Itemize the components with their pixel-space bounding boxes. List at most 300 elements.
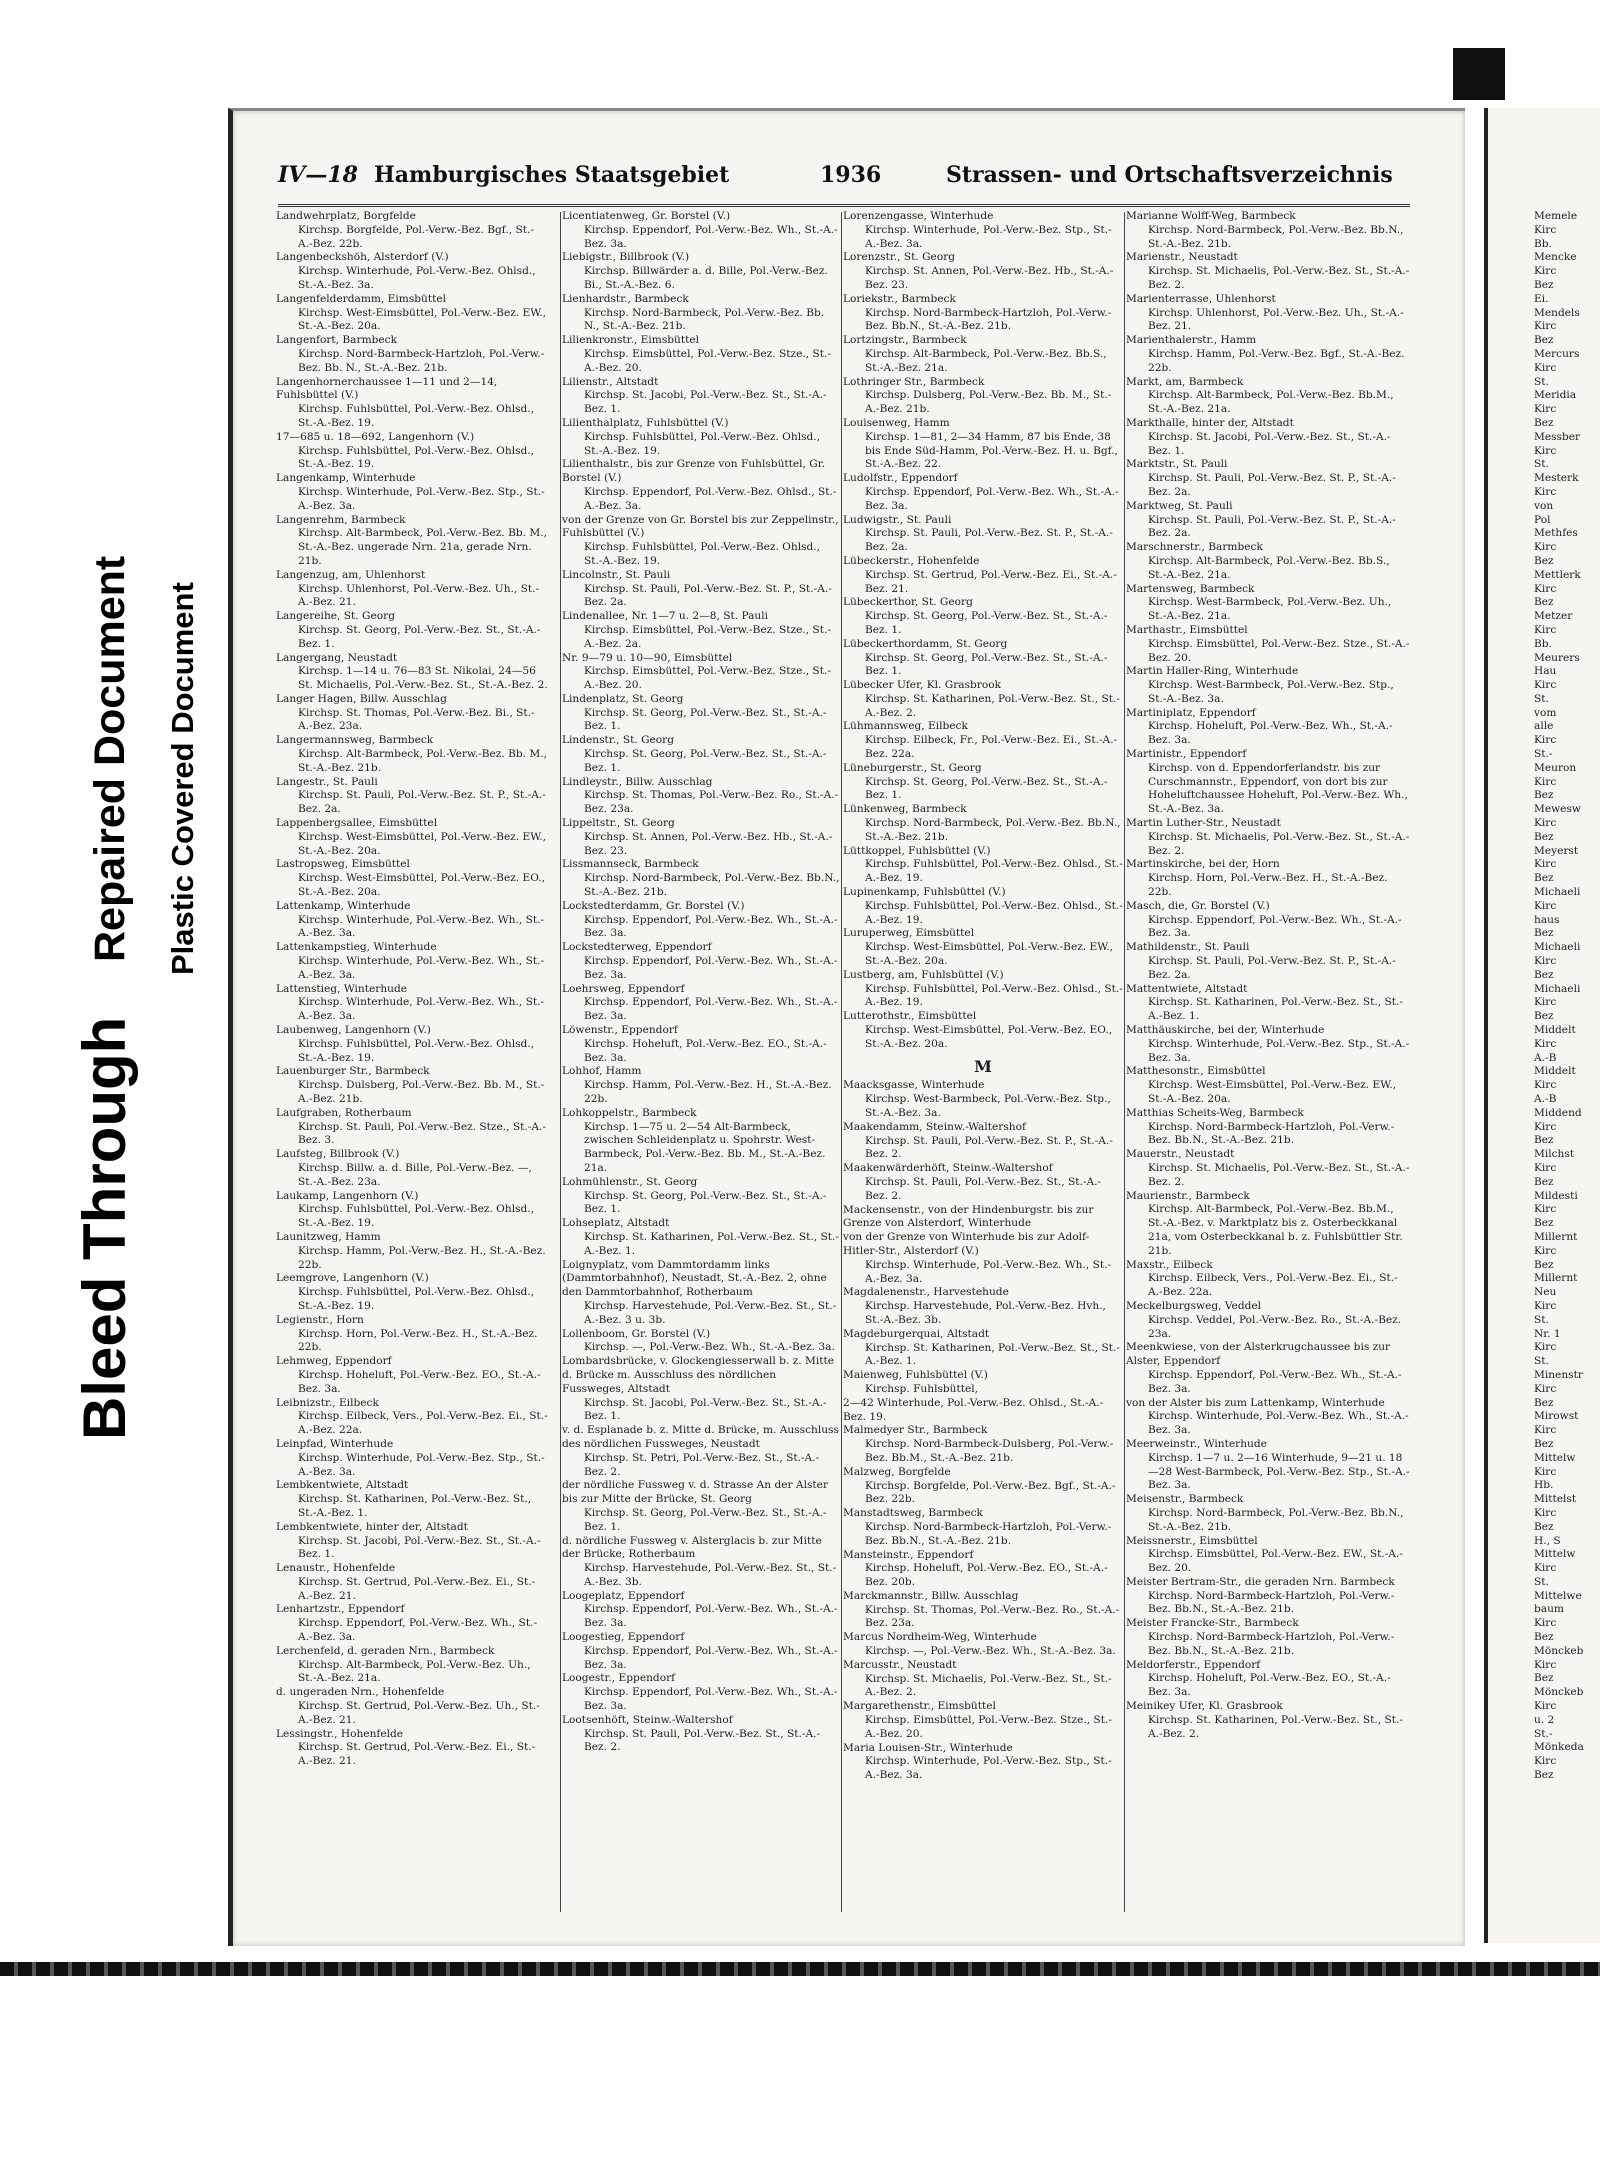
fragment-line: Bez	[1534, 830, 1554, 843]
street-entry: Lerchenfeld, d. geraden Nrn., Barmbeck	[276, 1644, 495, 1657]
entry-detail: Kirchsp. Fuhlsbüttel, Pol.-Verw.-Bez. Ohlsd., St.-A.-Bez. 19.	[584, 430, 821, 457]
fragment-line: St.	[1534, 1575, 1549, 1588]
entry-detail: Kirchsp. Hoheluft, Pol.-Verw.-Bez. EO., St.-A.-Bez. 20b.	[865, 1562, 1108, 1589]
entry-detail: Kirchsp. Fuhlsbüttel, Pol.-Verw.-Bez. Ohlsd., St.-A.-Bez. 19.	[298, 1286, 535, 1312]
entry-detail: Kirchsp. Winterhude, Pol.-Verw.-Bez. Wh., St.-A.-Bez. 3a.	[1148, 1410, 1409, 1437]
fragment-line: Michaeli	[1534, 886, 1581, 899]
fragment-line: baum	[1534, 1603, 1564, 1616]
street-entry: Lübeckerthordamm, St. Georg	[843, 637, 1008, 650]
entry-detail: Kirchsp. St. Michaelis, Pol.-Verw.-Bez. St., St.-A.-Bez. 2.	[1148, 1161, 1410, 1188]
fragment-line: Hb.	[1534, 1479, 1554, 1492]
section-letter: M	[974, 1056, 992, 1076]
fragment-line: St.	[1534, 1313, 1549, 1326]
fragment-line: Kirc	[1534, 403, 1557, 416]
fragment-line: Michaeli	[1534, 982, 1581, 995]
entry-detail: Kirchsp. Dulsberg, Pol.-Verw.-Bez. Bb. M., St.-A.-Bez. 21b.	[865, 389, 1112, 416]
street-entry: Lindenallee, Nr. 1—7 u. 2—8, St. Pauli	[562, 610, 769, 623]
street-entry: Lollenboom, Gr. Borstel (V.)	[562, 1327, 711, 1340]
header-rule	[278, 204, 1410, 207]
entry-detail: Kirchsp. St. Katharinen, Pol.-Verw.-Bez. St., St.-A.-Bez. 2.	[865, 692, 1120, 719]
street-entry: Lembkentwiete, Altstadt	[276, 1479, 409, 1492]
street-entry: Marienstr., Neustadt	[1126, 251, 1238, 264]
street-entry: Martinskirche, bei der, Horn	[1126, 858, 1280, 871]
fragment-line: Middelt	[1534, 1024, 1576, 1037]
entry-detail: Kirchsp. Nord-Barmbeck-Hartzloh, Pol.-Verw.-Bez. Bb.N., St.-A.-Bez. 21b.	[1148, 1631, 1395, 1657]
entry-detail: Kirchsp. West-Eimsbüttel, Pol.-Verw.-Bez. EW., St.-A.-Bez. 20a.	[298, 830, 547, 857]
header-title-right: Strassen- und Ortschaftsverzeichnis	[946, 162, 1393, 188]
fragment-line: Bez	[1534, 1175, 1554, 1188]
street-entry: Marienterrasse, Uhlenhorst	[1126, 292, 1276, 305]
fragment-line: Millernt	[1534, 1272, 1578, 1285]
fragment-line: H., S	[1534, 1534, 1561, 1547]
entry-detail: Kirchsp. Harvestehude, Pol.-Verw.-Bez. St., St.-A.-Bez. 3b.	[584, 1562, 837, 1588]
entry-detail: Kirchsp. Nord-Barmbeck, Pol.-Verw.-Bez. Bb. N., St.-A.-Bez. 21b.	[584, 306, 825, 333]
column-2	[562, 210, 840, 1930]
street-entry: Lockstedterdamm, Gr. Borstel (V.)	[562, 899, 745, 912]
fragment-line: Kirc	[1534, 996, 1557, 1009]
street-entry: d. ungeraden Nrn., Hohenfelde	[276, 1686, 445, 1699]
fragment-line: Bez	[1534, 278, 1554, 291]
entry-detail: Kirchsp. Alt-Barmbeck, Pol.-Verw.-Bez. Bb.M., St.-A.-Bez. 21a.	[1148, 389, 1394, 416]
street-entry: Maacksgasse, Winterhude	[843, 1079, 985, 1092]
entry-detail: Kirchsp. Nord-Barmbeck-Hartzloh, Pol.-Verw.-Bez. Bb.N., St.-A.-Bez. 21b.	[1148, 1589, 1395, 1616]
street-entry: Louisenweg, Hamm	[843, 416, 950, 429]
entry-detail: Kirchsp. Hoheluft, Pol.-Verw.-Bez. EO., St.-A.-Bez. 3a.	[584, 1037, 827, 1064]
entry-detail: Kirchsp. Fuhlsbüttel, Pol.-Verw.-Bez. Ohlsd., St.-A.-Bez. 19.	[865, 899, 1123, 926]
fragment-line: Nr. 1	[1534, 1327, 1561, 1340]
fragment-line: Kirc	[1534, 1506, 1557, 1519]
entry-detail: Kirchsp. Hoheluft, Pol.-Verw.-Bez. EO., St.-A.-Bez. 3a.	[1148, 1672, 1391, 1699]
fragment-line: Mildesti	[1534, 1189, 1578, 1202]
fragment-line: Bez	[1534, 596, 1554, 609]
street-entry: Markthalle, hinter der, Altstadt	[1126, 416, 1294, 429]
fragment-line: Kirc	[1534, 679, 1557, 692]
fragment-line: Kirc	[1534, 1465, 1557, 1478]
entry-detail: Kirchsp. St. Pauli, Pol.-Verw.-Bez. St. P., St.-A.-Bez. 2a.	[1148, 513, 1396, 540]
entry-detail: Kirchsp. St. Pauli, Pol.-Verw.-Bez. St. P., St.-A.-Bez. 2a.	[584, 582, 832, 609]
fragment-line: Mönkeda	[1534, 1741, 1584, 1754]
entry-detail: Kirchsp. Fuhlsbüttel, Pol.-Verw.-Bez. Ohlsd., St.-A.-Bez. 19.	[298, 1203, 535, 1230]
street-entry: v. d. Esplanade b. z. Mitte d. Brücke, m. Ausschluss des nördlichen Fussweges, Neustadt	[562, 1424, 839, 1450]
header-title-left: Hamburgisches Staatsgebiet	[374, 162, 730, 188]
fragment-line: Kirc	[1534, 485, 1557, 498]
street-entry: Lilienkronstr., Eimsbüttel	[562, 334, 700, 347]
fragment-line: Kirc	[1534, 1700, 1557, 1713]
entry-detail: Kirchsp. St. Gertrud, Pol.-Verw.-Bez. Uh., St.-A.-Bez. 21.	[298, 1700, 540, 1726]
street-entry: Lupinenkamp, Fuhlsbüttel (V.)	[843, 886, 1006, 899]
street-entry: Matthäuskirche, bei der, Winterhude	[1126, 1024, 1325, 1037]
fragment-line: Kirc	[1534, 1755, 1557, 1768]
entry-detail: Kirchsp. Eilbeck, Vers., Pol.-Verw.-Bez. Ei., St.-A.-Bez. 22a.	[1148, 1272, 1398, 1299]
entry-detail: Kirchsp. St. Georg, Pol.-Verw.-Bez. St., St.-A.-Bez. 1.	[584, 1189, 827, 1216]
entry-detail: Kirchsp. Eimsbüttel, Pol.-Verw.-Bez. Stze., St.-A.-Bez. 2a.	[584, 623, 831, 650]
fragment-line: Kirc	[1534, 1037, 1557, 1050]
street-entry: Marktstr., St. Pauli	[1126, 458, 1228, 471]
fragment-line: St.-	[1534, 1727, 1553, 1740]
entry-detail: Kirchsp. West-Eimsbüttel, Pol.-Verw.-Bez. EW., St.-A.-Bez. 20a.	[1148, 1079, 1397, 1105]
fragment-line: Mittelw	[1534, 1548, 1576, 1561]
entry-detail: Kirchsp. West-Barmbeck, Pol.-Verw.-Bez. Stp., St.-A.-Bez. 3a.	[1148, 679, 1394, 705]
fragment-line: Pol	[1534, 513, 1551, 526]
street-entry: Lindenstr., St. Georg	[562, 734, 675, 747]
fragment-line: Kirc	[1534, 623, 1557, 636]
street-entry: 2—42 Winterhude, Pol.-Verw.-Bez. Ohlsd., St.-A.-Bez. 19.	[843, 1396, 1104, 1423]
fragment-line: Kirc	[1534, 1617, 1557, 1630]
fragment-line: Millernt	[1534, 1230, 1578, 1243]
fragment-line: Kirc	[1534, 1120, 1557, 1133]
street-entry: Mattentwiete, Altstadt	[1126, 982, 1248, 995]
street-entry: Langer Hagen, Billw. Ausschlag	[276, 692, 447, 705]
entry-detail: Kirchsp. Nord-Barmbeck-Hartzloh, Pol.-Verw.-Bez. Bb.N., St.-A.-Bez. 21b.	[1148, 1120, 1395, 1147]
street-entry: Marthastr., Eimsbüttel	[1126, 623, 1248, 636]
fragment-line: Kirc	[1534, 1658, 1557, 1671]
fragment-line: Kirc	[1534, 817, 1557, 830]
fragment-line: Bez	[1534, 1010, 1554, 1023]
entry-detail: Kirchsp. Eppendorf, Pol.-Verw.-Bez. Wh., St.-A.-Bez. 3a.	[584, 1603, 838, 1630]
street-entry: Marckmannstr., Billw. Ausschlag	[843, 1589, 1019, 1602]
entry-detail: Kirchsp. St. Thomas, Pol.-Verw.-Bez. Bi., St.-A.-Bez. 23a.	[298, 706, 535, 733]
street-entry: Lüneburgerstr., St. Georg	[843, 761, 982, 774]
entry-detail: Kirchsp. Eppendorf, Pol.-Verw.-Bez. Wh., St.-A.-Bez. 3a.	[584, 913, 838, 940]
entry-detail: Kirchsp. St. Annen, Pol.-Verw.-Bez. Hb., St.-A.-Bez. 23.	[584, 830, 833, 857]
entry-detail: Kirchsp. 1—14 u. 76—83 St. Nikolai, 24—56 St. Michaelis, Pol.-Verw.-Bez. St., St.-A.-Bez. 2.	[298, 665, 548, 692]
entry-detail: Kirchsp. Harvestehude, Pol.-Verw.-Bez. Hvh., St.-A.-Bez. 3b.	[865, 1300, 1106, 1326]
street-entry: Malzweg, Borgfelde	[843, 1465, 951, 1478]
fragment-line: Bez	[1534, 1672, 1554, 1685]
street-entry: Meenkwiese, von der Alsterkrugchaussee bis zur Alster, Eppendorf	[1126, 1341, 1391, 1368]
street-entry: Lübeckerstr., Hohenfelde	[843, 554, 980, 567]
fragment-line: Mittelwe	[1534, 1589, 1582, 1602]
fragment-line: Bez	[1534, 1769, 1554, 1782]
fragment-line: Meyerst	[1534, 844, 1579, 857]
street-entry: Laukamp, Langenhorn (V.)	[276, 1189, 419, 1202]
street-entry: Lünkenweg, Barmbeck	[843, 803, 967, 816]
street-entry: Mauerstr., Neustadt	[1126, 1148, 1235, 1161]
entry-detail: Kirchsp. Eppendorf, Pol.-Verw.-Bez. Wh., St.-A.-Bez. 3a.	[584, 955, 838, 981]
street-entry: von der Grenze von Gr. Borstel bis zur Zeppelinstr., Fuhlsbüttel (V.)	[562, 513, 839, 540]
fragment-line: Mewesw	[1534, 803, 1581, 816]
street-entry: Leibnizstr., Eilbeck	[276, 1396, 379, 1409]
page-number: IV—18	[278, 162, 358, 188]
fragment-line: Bez	[1534, 1217, 1554, 1230]
fragment-line: Kirc	[1534, 361, 1557, 374]
street-entry: von der Alster bis zum Lattenkamp, Winterhude	[1126, 1396, 1385, 1409]
fragment-line: St.	[1534, 692, 1549, 705]
fragment-line: Kirc	[1534, 1161, 1557, 1174]
fragment-line: alle	[1534, 720, 1554, 733]
street-entry: Langenhornerchaussee 1—11 und 2—14, Fuhlsbüttel (V.)	[276, 375, 498, 402]
street-entry: Loogestieg, Eppendorf	[562, 1631, 685, 1644]
fragment-line: haus	[1534, 913, 1560, 926]
entry-detail: Kirchsp. 1—75 u. 2—54 Alt-Barmbeck, zwischen Schleidenplatz u. Spohrstr. West-Barmbeck, Pol.-Verw.-Bez. Bb. M., St.-A.-Bez. 21a.	[584, 1120, 826, 1174]
street-entry: Langergang, Neustadt	[276, 651, 398, 664]
entry-detail: Kirchsp. St. Jacobi, Pol.-Verw.-Bez. St., St.-A.-Bez. 1.	[1148, 430, 1391, 457]
street-entry: Lilienthalstr., bis zur Grenze von Fuhlsbüttel, Gr. Borstel (V.)	[562, 458, 826, 485]
fragment-line: Kirc	[1534, 265, 1557, 278]
fragment-line: Messber	[1534, 430, 1581, 443]
entry-detail: Kirchsp. Billw. a. d. Bille, Pol.-Verw.-Bez. —, St.-A.-Bez. 23a.	[298, 1161, 532, 1188]
entry-detail: Kirchsp. Nord-Barmbeck-Dulsberg, Pol.-Verw.-Bez. Bb.M., St.-A.-Bez. 21b.	[865, 1438, 1114, 1464]
entry-detail: Kirchsp. Nord-Barmbeck-Hartzloh, Pol.-Verw.-Bez. Bb.N., St.-A.-Bez. 21b.	[865, 306, 1112, 333]
fragment-line: Kirc	[1534, 1244, 1557, 1257]
street-entry: Marcus Nordheim-Weg, Winterhude	[843, 1631, 1037, 1644]
street-entry: 17—685 u. 18—692, Langenhorn (V.)	[276, 430, 475, 443]
street-entry: Lattenkampstieg, Winterhude	[276, 941, 437, 954]
entry-detail: Kirchsp. St. Pauli, Pol.-Verw.-Bez. St., St.-A.-Bez. 2.	[584, 1727, 821, 1754]
fragment-line: Mittelst	[1534, 1493, 1577, 1506]
scan-edge-bar	[1453, 48, 1505, 100]
fragment-line: St.	[1534, 1355, 1549, 1368]
fragment-line: Kirc	[1534, 1203, 1557, 1216]
street-entry: Löwenstr., Eppendorf	[562, 1024, 678, 1037]
street-entry: Maienweg, Fuhlsbüttel (V.)	[843, 1369, 988, 1382]
fragment-line: Middend	[1534, 1106, 1582, 1119]
fragment-line: Meridia	[1534, 389, 1577, 402]
fragment-line: Kirc	[1534, 1382, 1557, 1395]
street-entry: Laufgraben, Rotherbaum	[276, 1106, 412, 1119]
column-1	[276, 210, 548, 1930]
entry-detail: Kirchsp. St. Pauli, Pol.-Verw.-Bez. St. P., St.-A.-Bez. 2a.	[1148, 955, 1396, 981]
fragment-line: Hau	[1534, 665, 1557, 678]
entry-detail: Kirchsp. Eppendorf, Pol.-Verw.-Bez. Wh., St.-A.-Bez. 3a.	[584, 996, 838, 1023]
entry-detail: Kirchsp. St. Jacobi, Pol.-Verw.-Bez. St., St.-A.-Bez. 1.	[584, 1396, 827, 1423]
entry-detail: Kirchsp. St. Georg, Pol.-Verw.-Bez. St., St.-A.-Bez. 1.	[584, 748, 827, 774]
street-entry: Lohseplatz, Altstadt	[562, 1217, 670, 1230]
street-entry: Lohkoppelstr., Barmbeck	[562, 1106, 697, 1119]
fragment-line: Mercurs	[1534, 347, 1580, 360]
entry-detail: Kirchsp. St. Pauli, Pol.-Verw.-Bez. St., St.-A.-Bez. 2.	[865, 1175, 1102, 1202]
entry-detail: Kirchsp. Alt-Barmbeck, Pol.-Verw.-Bez. Bb.S., St.-A.-Bez. 21a.	[1148, 554, 1390, 581]
entry-detail: Kirchsp. Hamm, Pol.-Verw.-Bez. H., St.-A.-Bez. 22b.	[298, 1244, 546, 1271]
entry-detail: Kirchsp. West-Eimsbüttel, Pol.-Verw.-Bez. EW., St.-A.-Bez. 20a.	[298, 306, 547, 333]
fragment-line: Bez	[1534, 1520, 1554, 1533]
fragment-line: vom	[1534, 706, 1557, 719]
street-entry: Lüttkoppel, Fuhlsbüttel (V.)	[843, 844, 991, 857]
entry-detail: Kirchsp. St. Gertrud, Pol.-Verw.-Bez. Ei., St.-A.-Bez. 21.	[298, 1741, 536, 1768]
street-entry: Lübeckerthor, St. Georg	[843, 596, 973, 609]
street-entry: Lincolnstr., St. Pauli	[562, 568, 671, 581]
fragment-line: Ei.	[1534, 292, 1549, 305]
street-entry: Lissmannseck, Barmbeck	[562, 858, 699, 871]
column-divider	[1124, 212, 1125, 1912]
street-entry: Loehrsweg, Eppendorf	[562, 982, 685, 995]
entry-detail: Kirchsp. Borgfelde, Pol.-Verw.-Bez. Bgf., St.-A.-Bez. 22b.	[298, 223, 534, 250]
entry-detail: Kirchsp. St. Michaelis, Pol.-Verw.-Bez. St., St.-A.-Bez. 2.	[1148, 830, 1410, 857]
entry-detail: Kirchsp. Eppendorf, Pol.-Verw.-Bez. Wh., St.-A.-Bez. 3a.	[298, 1617, 538, 1644]
entry-detail: Kirchsp. Hamm, Pol.-Verw.-Bez. Bgf., St.-A.-Bez. 22b.	[1148, 347, 1405, 374]
fragment-line: Minenstr	[1534, 1368, 1583, 1381]
fragment-line: Kirc	[1534, 444, 1557, 457]
entry-detail: Kirchsp. St. Pauli, Pol.-Verw.-Bez. St. P., St.-A.-Bez. 2a.	[865, 527, 1113, 554]
fragment-line: St.-	[1534, 748, 1553, 761]
street-entry: Langestr., St. Pauli	[276, 775, 378, 788]
street-entry: Lippeltstr., St. Georg	[562, 817, 675, 830]
street-entry: von der Grenze von Winterhude bis zur Adolf-Hitler-Str., Alsterdorf (V.)	[843, 1231, 1090, 1257]
street-entry: Langenbeckshöh, Alsterdorf (V.)	[276, 251, 449, 264]
entry-detail: Kirchsp. Eppendorf, Pol.-Verw.-Bez. Wh., St.-A.-Bez. 3a.	[584, 223, 838, 250]
stamp-repaired-document: Repaired Document	[86, 555, 134, 962]
fragment-line: Methfes	[1534, 527, 1578, 540]
entry-detail: Kirchsp. St. Georg, Pol.-Verw.-Bez. St., St.-A.-Bez. 1.	[865, 775, 1108, 802]
fragment-line: von	[1534, 499, 1554, 512]
entry-detail: Kirchsp. Nord-Barmbeck, Pol.-Verw.-Bez. Bb.N., St.-A.-Bez. 21b.	[1148, 223, 1404, 250]
street-entry: Loogeplatz, Eppendorf	[562, 1589, 685, 1602]
entry-detail: Kirchsp. West-Barmbeck, Pol.-Verw.-Bez. Uh., St.-A.-Bez. 21a.	[1148, 596, 1392, 623]
entry-detail: Kirchsp. Nord-Barmbeck, Pol.-Verw.-Bez. Bb.N., St.-A.-Bez. 21b.	[584, 872, 840, 899]
street-entry: Langermannsweg, Barmbeck	[276, 734, 434, 747]
street-entry: Langenfort, Barmbeck	[276, 334, 398, 347]
entry-detail: Kirchsp. Fuhlsbüttel, Pol.-Verw.-Bez. Ohlsd., St.-A.-Bez. 19.	[865, 982, 1123, 1009]
street-entry: Lauenburger Str., Barmbeck	[276, 1065, 430, 1078]
street-entry: Legienstr., Horn	[276, 1313, 364, 1326]
fragment-line: Kirc	[1534, 1299, 1557, 1312]
street-entry: Lortzingstr., Barmbeck	[843, 334, 967, 347]
street-entry: Meisenstr., Barmbeck	[1126, 1493, 1244, 1506]
fragment-line: Kirc	[1534, 955, 1557, 968]
entry-detail: Kirchsp. Nord-Barmbeck-Hartzloh, Pol.-Verw.-Bez. Bb. N., St.-A.-Bez. 21b.	[298, 347, 545, 374]
street-entry: Lienhardstr., Barmbeck	[562, 292, 689, 305]
street-entry: Lindleystr., Billw. Ausschlag	[562, 775, 713, 788]
entry-detail: Kirchsp. Winterhude, Pol.-Verw.-Bez. Ohlsd., St.-A.-Bez. 3a.	[298, 265, 536, 291]
entry-detail: Kirchsp. Eppendorf, Pol.-Verw.-Bez. Wh., St.-A.-Bez. 3a.	[1148, 1368, 1402, 1395]
street-entry: Meister Francke-Str., Barmbeck	[1126, 1617, 1299, 1630]
entry-detail: Kirchsp. Winterhude, Pol.-Verw.-Bez. Wh., St.-A.-Bez. 3a.	[298, 996, 545, 1023]
entry-detail: Kirchsp. St. Gertrud, Pol.-Verw.-Bez. Ei., St.-A.-Bez. 21.	[298, 1575, 536, 1602]
entry-detail: Kirchsp. Alt-Barmbeck, Pol.-Verw.-Bez. Bb.S., St.-A.-Bez. 21a.	[865, 347, 1107, 374]
street-entry: Lothringer Str., Barmbeck	[843, 375, 985, 388]
street-entry: Langenfelderdamm, Eimsbüttel	[276, 292, 447, 305]
entry-detail: Kirchsp. St. Petri, Pol.-Verw.-Bez. St., St.-A.-Bez. 2.	[584, 1451, 820, 1478]
street-entry: Lohmühlenstr., St. Georg	[562, 1175, 698, 1188]
entry-detail: Kirchsp. Winterhude, Pol.-Verw.-Bez. Wh., St.-A.-Bez. 3a.	[865, 1258, 1112, 1285]
street-entry: Maria Louisen-Str., Winterhude	[843, 1741, 1013, 1754]
street-entry: Lohhof, Hamm	[562, 1065, 642, 1078]
entry-detail: Kirchsp. West-Eimsbüttel, Pol.-Verw.-Bez. EO., St.-A.-Bez. 20a.	[298, 872, 546, 899]
fragment-line: Milchst	[1534, 1148, 1575, 1161]
entry-detail: Kirchsp. Winterhude, Pol.-Verw.-Bez. Stp., St.-A.-Bez. 3a.	[298, 1451, 545, 1478]
entry-detail: Kirchsp. St. Katharinen, Pol.-Verw.-Bez. St., St.-A.-Bez. 1.	[865, 1341, 1120, 1368]
street-entry: Lilienthalplatz, Fuhlsbüttel (V.)	[562, 416, 729, 429]
street-entry: Lappenbergsallee, Eimsbüttel	[276, 817, 438, 830]
fragment-line: A.-B	[1534, 1093, 1557, 1105]
street-entry: Lorenzstr., St. Georg	[843, 251, 956, 264]
entry-detail: Kirchsp. Hoheluft, Pol.-Verw.-Bez. Wh., St.-A.-Bez. 3a.	[1148, 720, 1393, 747]
entry-detail: Kirchsp. St. Thomas, Pol.-Verw.-Bez. Ro., St.-A.-Bez. 23a.	[865, 1603, 1120, 1630]
entry-detail: Kirchsp. St. Michaelis, Pol.-Verw.-Bez. St., St.-A.-Bez. 2.	[865, 1672, 1112, 1699]
fragment-line: Kirc	[1534, 582, 1557, 595]
entry-detail: Kirchsp. Veddel, Pol.-Verw.-Bez. Ro., St.-A.-Bez. 23a.	[1148, 1313, 1402, 1340]
column-3	[843, 210, 1123, 1930]
entry-detail: Kirchsp. Eimsbüttel, Pol.-Verw.-Bez. Stze., St.-A.-Bez. 20.	[865, 1714, 1112, 1740]
entry-detail: Kirchsp. —, Pol.-Verw.-Bez. Wh., St.-A.-Bez. 3a.	[584, 1341, 835, 1354]
fragment-line: Bez	[1534, 1396, 1554, 1409]
street-entry: Liebigstr., Billbrook (V.)	[562, 251, 690, 264]
street-entry: Lübecker Ufer, Kl. Grasbrook	[843, 679, 1002, 692]
street-entry: Launitzweg, Hamm	[276, 1230, 381, 1243]
fragment-line: u. 2	[1534, 1713, 1555, 1726]
street-entry: Ludolfstr., Eppendorf	[843, 472, 958, 485]
street-entry: Marcusstr., Neustadt	[843, 1658, 957, 1671]
street-entry: Matthias Scheits-Weg, Barmbeck	[1126, 1106, 1304, 1119]
fragment-line: Bez	[1534, 554, 1554, 567]
street-entry: Mackensenstr., von der Hindenburgstr. bis zur Grenze von Alsterdorf, Winterhude	[843, 1203, 1094, 1230]
entry-detail: Kirchsp. West-Eimsbüttel, Pol.-Verw.-Bez. EO., St.-A.-Bez. 20a.	[865, 1024, 1113, 1050]
street-entry: Mansteinstr., Eppendorf	[843, 1548, 974, 1561]
street-entry: Maxstr., Eilbeck	[1126, 1258, 1213, 1271]
fragment-line: Kirc	[1534, 320, 1557, 333]
street-entry: Lootsenhöft, Steinw.-Waltershof	[562, 1713, 733, 1726]
entry-detail: Kirchsp. Nord-Barmbeck, Pol.-Verw.-Bez. Bb.N., St.-A.-Bez. 21b.	[865, 817, 1121, 843]
entry-detail: Kirchsp. St. Jacobi, Pol.-Verw.-Bez. St., St.-A.-Bez. 1.	[298, 1534, 541, 1561]
fragment-line: Kirc	[1534, 223, 1557, 236]
entry-detail: Kirchsp. Alt-Barmbeck, Pol.-Verw.-Bez. Uh., St.-A.-Bez. 21a.	[298, 1658, 531, 1685]
fragment-line: Bez	[1534, 789, 1554, 802]
entry-detail: Kirchsp. Horn, Pol.-Verw.-Bez. H., St.-A.-Bez. 22b.	[298, 1327, 538, 1354]
street-entry: Ludwigstr., St. Pauli	[843, 513, 952, 526]
fragment-line: Mönckeb	[1534, 1644, 1584, 1657]
entry-detail: Kirchsp. St. Katharinen, Pol.-Verw.-Bez. St., St.-A.-Bez. 1.	[298, 1493, 532, 1519]
entry-detail: Kirchsp. Horn, Pol.-Verw.-Bez. H., St.-A.-Bez. 22b.	[1148, 872, 1388, 899]
entry-detail: Kirchsp. Eimsbüttel, Pol.-Verw.-Bez. Stze., St.-A.-Bez. 20.	[1148, 637, 1410, 664]
entry-detail: Kirchsp. St. Georg, Pol.-Verw.-Bez. St., St.-A.-Bez. 1.	[584, 1506, 827, 1533]
entry-detail: Kirchsp. Hoheluft, Pol.-Verw.-Bez. EO., St.-A.-Bez. 3a.	[298, 1368, 541, 1395]
street-entry: Loriekstr., Barmbeck	[843, 292, 956, 305]
fragment-line: Middelt	[1534, 1065, 1576, 1078]
street-entry: Lutterothstr., Eimsbüttel	[843, 1010, 977, 1023]
fragment-line: Bb.	[1534, 637, 1552, 650]
entry-detail: Kirchsp. Eilbeck, Vers., Pol.-Verw.-Bez. Ei., St.-A.-Bez. 22a.	[298, 1410, 548, 1437]
street-entry: Lattenstieg, Winterhude	[276, 982, 408, 995]
entry-detail: Kirchsp. 1—81, 2—34 Hamm, 87 bis Ende, 38 bis Ende Süd-Hamm, Pol.-Verw.-Bez. H. u. Bgf., St.-A.-Bez. 22.	[865, 430, 1118, 471]
street-entry: Laufsteg, Billbrook (V.)	[276, 1148, 400, 1161]
street-entry: Loignyplatz, vom Dammtordamm links (Dammtorbahnhof), Neustadt, St.-A.-Bez. 2, ohne den Dammtorbahnhof, Rotherbaum	[562, 1258, 827, 1299]
street-entry: Marschnerstr., Barmbeck	[1126, 541, 1263, 554]
street-entry: Lastropsweg, Eimsbüttel	[276, 858, 410, 871]
entry-detail: Kirchsp. St. Georg, Pol.-Verw.-Bez. St., St.-A.-Bez. 1.	[865, 610, 1108, 636]
fragment-line: Mencke	[1534, 251, 1577, 264]
fragment-line: A.-B	[1534, 1051, 1557, 1064]
entry-detail: Kirchsp. Alt-Barmbeck, Pol.-Verw.-Bez. Bb. M., St.-A.-Bez. ungerade Nrn. 21a, gerade Nrn. 21b.	[298, 527, 547, 567]
fragment-line: Bez	[1534, 872, 1554, 885]
street-entry: Laubenweg, Langenhorn (V.)	[276, 1024, 431, 1037]
entry-detail: Kirchsp. Fuhlsbüttel, Pol.-Verw.-Bez. Ohlsd., St.-A.-Bez. 19.	[865, 858, 1123, 885]
street-entry: Malmedyer Str., Barmbeck	[843, 1424, 988, 1437]
street-entry: Marienthalerstr., Hamm	[1126, 334, 1257, 347]
street-entry: Lühmannsweg, Eilbeck	[843, 720, 968, 733]
street-entry: Landwehrplatz, Borgfelde	[276, 210, 416, 222]
street-entry: Lindenplatz, St. Georg	[562, 692, 684, 705]
entry-detail: Kirchsp. —, Pol.-Verw.-Bez. Wh., St.-A.-Bez. 3a.	[865, 1645, 1116, 1658]
entry-detail: Kirchsp. Fuhlsbüttel,	[865, 1382, 979, 1395]
street-entry: Lilienstr., Altstadt	[562, 375, 659, 388]
page-header	[278, 158, 1408, 194]
street-entry: Lorenzengasse, Winterhude	[843, 210, 994, 222]
street-entry: Lenhartzstr., Eppendorf	[276, 1603, 405, 1616]
entry-detail: Kirchsp. Eimsbüttel, Pol.-Verw.-Bez. Stze., St.-A.-Bez. 20.	[584, 665, 831, 692]
entry-detail: Kirchsp. St. Jacobi, Pol.-Verw.-Bez. St., St.-A.-Bez. 1.	[584, 389, 827, 416]
street-entry: Meissnerstr., Eimsbüttel	[1126, 1534, 1258, 1547]
entry-detail: Kirchsp. Fuhlsbüttel, Pol.-Verw.-Bez. Ohlsd., St.-A.-Bez. 19.	[298, 403, 535, 429]
entry-detail: Kirchsp. Winterhude, Pol.-Verw.-Bez. Stp., St.-A.-Bez. 3a.	[298, 485, 545, 512]
fragment-line: Bez	[1534, 416, 1554, 429]
fragment-line: Kirc	[1534, 899, 1557, 912]
fragment-line: Bez	[1534, 334, 1554, 347]
entry-detail: Kirchsp. Borgfelde, Pol.-Verw.-Bez. Bgf., St.-A.-Bez. 22b.	[865, 1479, 1116, 1506]
stamp-plastic-covered: Plastic Covered Document	[165, 582, 200, 975]
street-entry: Marianne Wolff-Weg, Barmbeck	[1126, 210, 1296, 222]
entry-detail: Kirchsp. St. Pauli, Pol.-Verw.-Bez. Stze., St.-A.-Bez. 3.	[298, 1120, 546, 1147]
entry-detail: Kirchsp. Alt-Barmbeck, Pol.-Verw.-Bez. Bb.M., St.-A.-Bez. v. Marktplatz bis z. Osterbeckkanal 21a, vom Osterbeckkanal b. z. Fuhlsbüttler Str. 21b.	[1148, 1203, 1403, 1257]
